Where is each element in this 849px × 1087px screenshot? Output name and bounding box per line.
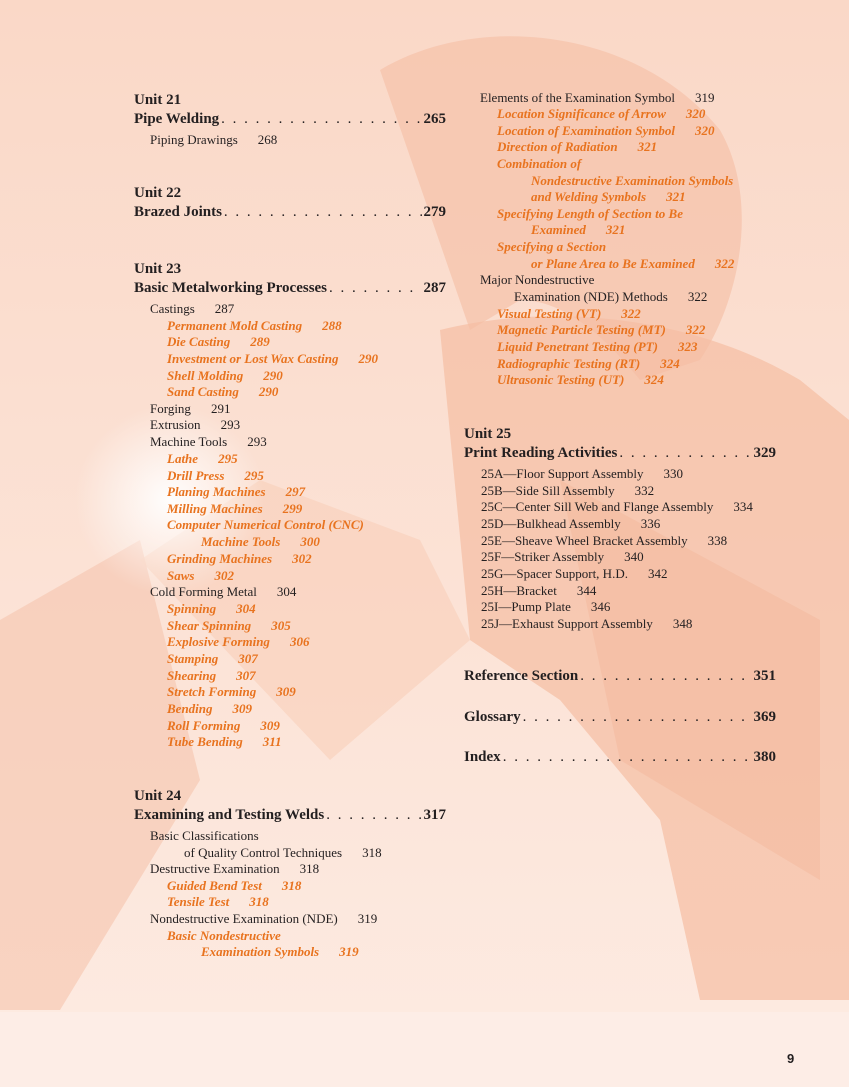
toc-subentry[interactable]: Stamping 307 (167, 651, 258, 666)
toc-subentry[interactable]: Stretch Forming 309 (167, 684, 296, 699)
toc-subentry[interactable]: Basic Nondestructive (167, 928, 281, 943)
toc-subentry-continued[interactable]: Examination Symbols 319 (201, 944, 359, 959)
toc-entry[interactable]: Machine Tools 293 (150, 434, 267, 449)
toc-subentry[interactable]: Visual Testing (VT) 322 (497, 306, 641, 321)
toc-subentry[interactable]: Location Significance of Arrow 320 (497, 106, 706, 121)
toc-entry[interactable]: Cold Forming Metal 304 (150, 584, 297, 599)
toc-subentry-continued[interactable]: or Plane Area to Be Examined 322 (531, 256, 735, 271)
toc-subentry[interactable]: Spinning 304 (167, 601, 256, 616)
toc-subentry[interactable]: Specifying a Section (497, 239, 607, 254)
toc-subentry[interactable]: Direction of Radiation 321 (497, 139, 658, 154)
toc-entry[interactable]: 25G—Spacer Support, H.D. 342 (481, 566, 668, 581)
toc-entry[interactable]: Major Nondestructive (480, 272, 595, 287)
toc-subentry-continued[interactable]: and Welding Symbols 321 (531, 189, 686, 204)
unit-25-label: Unit 25 (464, 426, 512, 442)
toc-subentry[interactable]: Specifying Length of Section to Be (497, 206, 683, 221)
toc-subentry[interactable]: Shell Molding 290 (167, 368, 283, 383)
toc-subentry[interactable]: Tube Bending 311 (167, 734, 282, 749)
toc-subentry[interactable]: Saws 302 (167, 568, 234, 583)
toc-entry-continued[interactable]: Examination (NDE) Methods 322 (514, 289, 708, 304)
toc-entry[interactable]: 25A—Floor Support Assembly 330 (481, 466, 684, 481)
toc-subentry[interactable]: Ultrasonic Testing (UT) 324 (497, 372, 664, 387)
toc-entry[interactable]: 25F—Striker Assembly 340 (481, 549, 644, 564)
toc-entry[interactable]: 25C—Center Sill Web and Flange Assembly 334 (481, 499, 753, 514)
unit-21-label: Unit 21 (134, 92, 182, 108)
toc-entry[interactable]: Basic Classifications (150, 828, 259, 843)
toc-subentry[interactable]: Grinding Machines 302 (167, 551, 312, 566)
toc-entry[interactable]: 25J—Exhaust Support Assembly 348 (481, 616, 693, 631)
toc-subentry[interactable]: Roll Forming 309 (167, 718, 280, 733)
toc-subentry[interactable]: Shear Spinning 305 (167, 618, 291, 633)
toc-entry[interactable]: Extrusion 293 (150, 417, 241, 432)
unit-22-label: Unit 22 (134, 185, 182, 201)
toc-subentry[interactable]: Sand Casting 290 (167, 384, 279, 399)
toc-subentry[interactable]: Combination of (497, 156, 582, 171)
toc-subentry[interactable]: Magnetic Particle Testing (MT) 322 (497, 322, 706, 337)
toc-subentry[interactable]: Location of Examination Symbol 320 (497, 123, 715, 138)
toc-entry[interactable]: Destructive Examination 318 (150, 861, 320, 876)
toc-subentry[interactable]: Shearing 307 (167, 668, 256, 683)
unit-23-title-row[interactable]: Basic Metalworking Processes . . . 287 (134, 279, 446, 297)
toc-subentry[interactable]: Liquid Penetrant Testing (PT) 323 (497, 339, 698, 354)
toc-subentry-continued[interactable]: Machine Tools 300 (201, 534, 320, 549)
toc-entry[interactable]: Nondestructive Examination (NDE) 319 (150, 911, 378, 926)
toc-entry[interactable]: Castings 287 (150, 301, 235, 316)
page-number: 9 (787, 1051, 795, 1066)
toc-entry-continued[interactable]: of Quality Control Techniques 318 (184, 845, 382, 860)
unit-24-label: Unit 24 (134, 788, 182, 804)
toc-subentry[interactable]: Computer Numerical Control (CNC) (167, 517, 364, 532)
toc-subentry[interactable]: Tensile Test 318 (167, 894, 269, 909)
toc-subentry[interactable]: Permanent Mold Casting 288 (167, 318, 342, 333)
toc-subentry[interactable]: Die Casting 289 (167, 334, 270, 349)
toc-entry[interactable]: Elements of the Examination Symbol 319 (480, 90, 715, 105)
toc-entry[interactable]: 25H—Bracket 344 (481, 583, 597, 598)
index-row[interactable]: Index . . . 380 (464, 748, 776, 766)
unit-22-title-row[interactable]: Brazed Joints . . . 279 (134, 203, 446, 221)
toc-subentry[interactable]: Bending 309 (167, 701, 253, 716)
unit-25-title-row[interactable]: Print Reading Activities . . . 329 (464, 444, 776, 462)
toc-subentry[interactable]: Explosive Forming 306 (167, 634, 310, 649)
toc-entry[interactable]: 25E—Sheave Wheel Bracket Assembly 338 (481, 533, 728, 548)
toc-entry[interactable]: Forging 291 (150, 401, 231, 416)
toc-subentry[interactable]: Investment or Lost Wax Casting 290 (167, 351, 378, 366)
glossary-row[interactable]: Glossary . . . 369 (464, 708, 776, 726)
toc-subentry-continued[interactable]: Nondestructive Examination Symbols (531, 173, 734, 188)
toc-subentry-continued[interactable]: Examined 321 (531, 222, 626, 237)
toc-subentry[interactable]: Drill Press 295 (167, 468, 264, 483)
reference-section-row[interactable]: Reference Section . . . 351 (464, 667, 776, 685)
toc-subentry[interactable]: Radiographic Testing (RT) 324 (497, 356, 680, 371)
toc-subentry[interactable]: Guided Bend Test 318 (167, 878, 302, 893)
toc-entry[interactable]: Piping Drawings 268 (150, 132, 278, 147)
toc-entry[interactable]: 25D—Bulkhead Assembly 336 (481, 516, 661, 531)
unit-23-label: Unit 23 (134, 261, 182, 277)
toc-entry[interactable]: 25I—Pump Plate 346 (481, 599, 611, 614)
unit-21-title-row[interactable]: Pipe Welding . . . 265 (134, 110, 446, 128)
toc-subentry[interactable]: Planing Machines 297 (167, 484, 306, 499)
toc-entry[interactable]: 25B—Side Sill Assembly 332 (481, 483, 655, 498)
toc-subentry[interactable]: Milling Machines 299 (167, 501, 303, 516)
unit-24-title-row[interactable]: Examining and Testing Welds . . . 317 (134, 806, 446, 824)
toc-subentry[interactable]: Lathe 295 (167, 451, 238, 466)
